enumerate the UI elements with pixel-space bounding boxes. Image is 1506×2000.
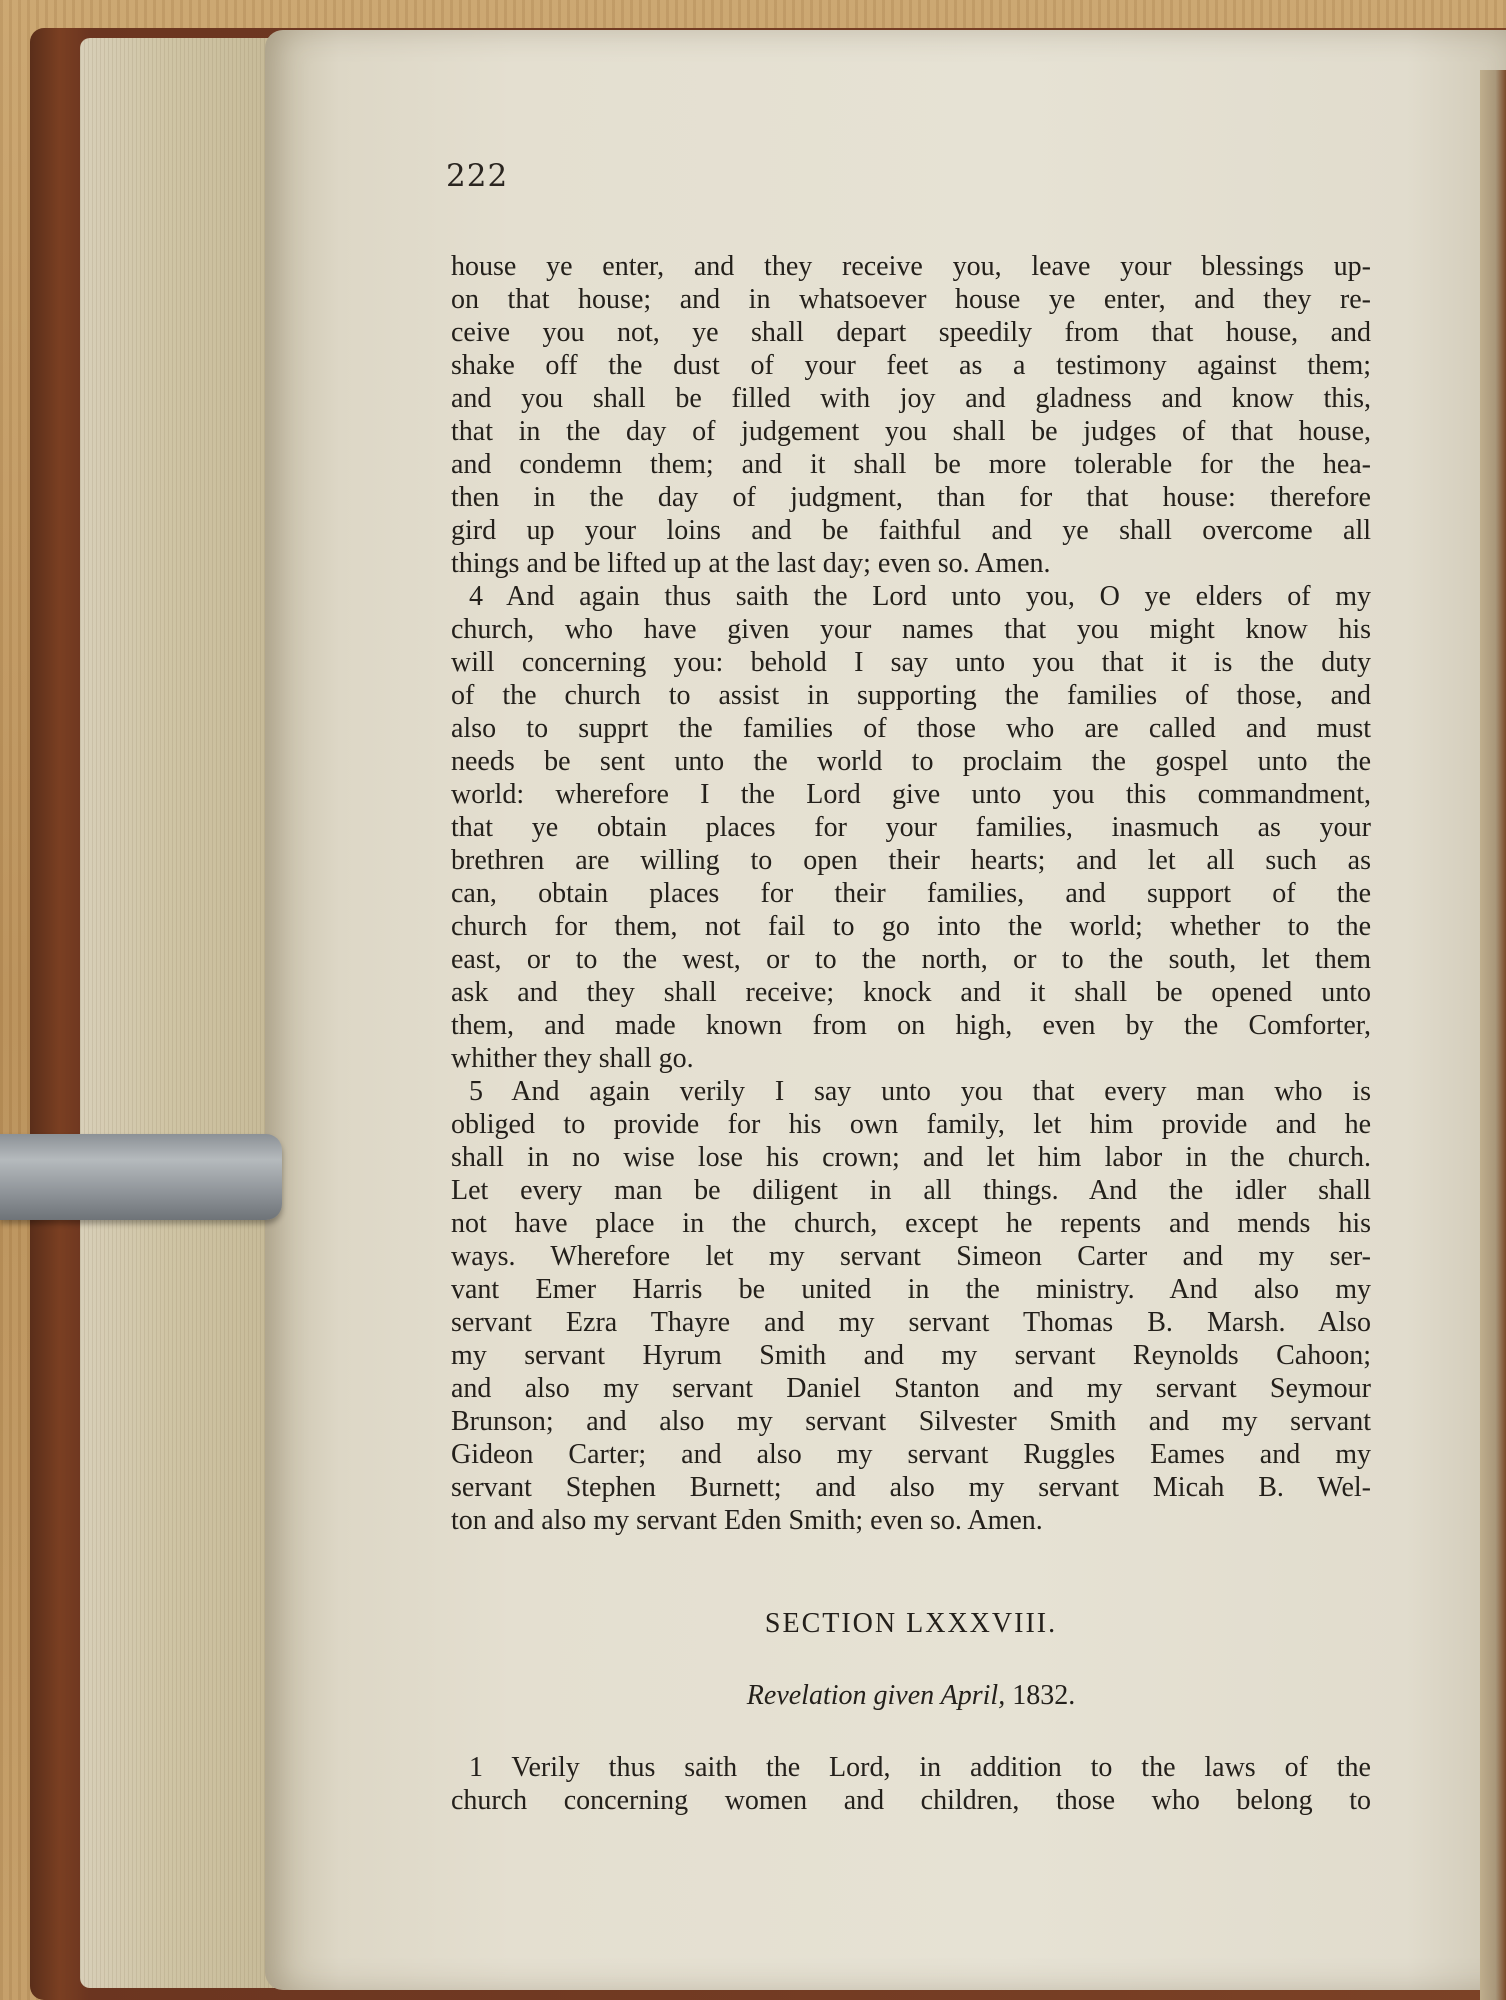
- text-line: of the church to assist in supporting the families of those, and: [451, 680, 1371, 711]
- text-line: east, or to the west, or to the north, or to the south, let them: [451, 944, 1371, 975]
- text-line: on that house; and in whatsoever house ye enter, and they re-: [451, 284, 1371, 315]
- text-line: gird up your loins and be faithful and ye shall overcome all: [451, 515, 1371, 546]
- text-line: things and be lifted up at the last day; even so. Amen.: [451, 548, 1051, 579]
- text-line: ton and also my servant Eden Smith; even so. Amen.: [451, 1505, 1043, 1536]
- text-line: vant Emer Harris be united in the ministry. And also my: [451, 1274, 1371, 1305]
- text-line: church, who have given your names that you might know his: [451, 614, 1371, 645]
- text-line: not have place in the church, except he repents and mends his: [451, 1208, 1371, 1239]
- text-line: Let every man be diligent in all things. And the idler shall: [451, 1175, 1371, 1206]
- text-line: shake off the dust of your feet as a testimony against them;: [451, 350, 1371, 381]
- text-line: then in the day of judgment, than for that house: therefore: [451, 482, 1371, 513]
- text-line: shall in no wise lose his crown; and let him labor in the church.: [451, 1142, 1371, 1173]
- text-line: and you shall be filled with joy and gladness and know this,: [451, 383, 1371, 414]
- text-line: Brunson; and also my servant Silvester Smith and my servant: [451, 1406, 1371, 1437]
- text-line: church concerning women and children, those who belong to: [451, 1785, 1371, 1816]
- text-line: can, obtain places for their families, and support of the: [451, 878, 1371, 909]
- text-line: and condemn them; and it shall be more tolerable for the hea-: [451, 449, 1371, 480]
- metal-page-holder: [0, 1134, 282, 1220]
- text-line: 1 Verily thus saith the Lord, in addition to the laws of the: [469, 1752, 1371, 1783]
- text-line: church for them, not fail to go into the world; whether to the: [451, 911, 1371, 942]
- next-page-edge: [1480, 70, 1506, 2000]
- text-line: whither they shall go.: [451, 1043, 694, 1074]
- text-line: brethren are willing to open their hearts; and let all such as: [451, 845, 1371, 876]
- section-subtitle-year: 1832.: [1005, 1680, 1076, 1711]
- section-subtitle: [451, 1680, 1371, 1712]
- text-line: that ye obtain places for your families, inasmuch as your: [451, 812, 1371, 843]
- section-heading: SECTION LXXXVIII.: [764, 1608, 1058, 1639]
- text-line: servant Ezra Thayre and my servant Thomas B. Marsh. Also: [451, 1307, 1371, 1338]
- text-line: and also my servant Daniel Stanton and my servant Seymour: [451, 1373, 1371, 1404]
- text-line: obliged to provide for his own family, let him provide and he: [451, 1109, 1371, 1140]
- text-line: ask and they shall receive; knock and it shall be opened unto: [451, 977, 1371, 1008]
- text-line: them, and made known from on high, even by the Comforter,: [451, 1010, 1371, 1041]
- text-line: 5 And again verily I say unto you that every man who is: [469, 1076, 1371, 1107]
- body-text: [451, 250, 1371, 1537]
- section-body-text: [451, 1751, 1371, 1817]
- text-line: ceive you not, ye shall depart speedily from that house, and: [451, 317, 1371, 348]
- page-number: 222: [446, 158, 509, 194]
- section-subtitle-text: Revelation given April,: [746, 1680, 1006, 1711]
- text-line: needs be sent unto the world to proclaim the gospel unto the: [451, 746, 1371, 777]
- text-line: house ye enter, and they receive you, leave your blessings up-: [451, 251, 1371, 282]
- text-line: my servant Hyrum Smith and my servant Reynolds Cahoon;: [451, 1340, 1371, 1371]
- text-line: ways. Wherefore let my servant Simeon Carter and my ser-: [451, 1241, 1371, 1272]
- text-line: also to supprt the families of those who are called and must: [451, 713, 1371, 744]
- text-line: servant Stephen Burnett; and also my servant Micah B. Wel-: [451, 1472, 1371, 1503]
- text-line: 4 And again thus saith the Lord unto you, O ye elders of my: [469, 581, 1371, 612]
- text-line: Gideon Carter; and also my servant Ruggles Eames and my: [451, 1439, 1371, 1470]
- text-line: that in the day of judgement you shall be judges of that house,: [451, 416, 1371, 447]
- text-line: world: wherefore I the Lord give unto you this commandment,: [451, 779, 1371, 810]
- text-line: will concerning you: behold I say unto you that it is the duty: [451, 647, 1371, 678]
